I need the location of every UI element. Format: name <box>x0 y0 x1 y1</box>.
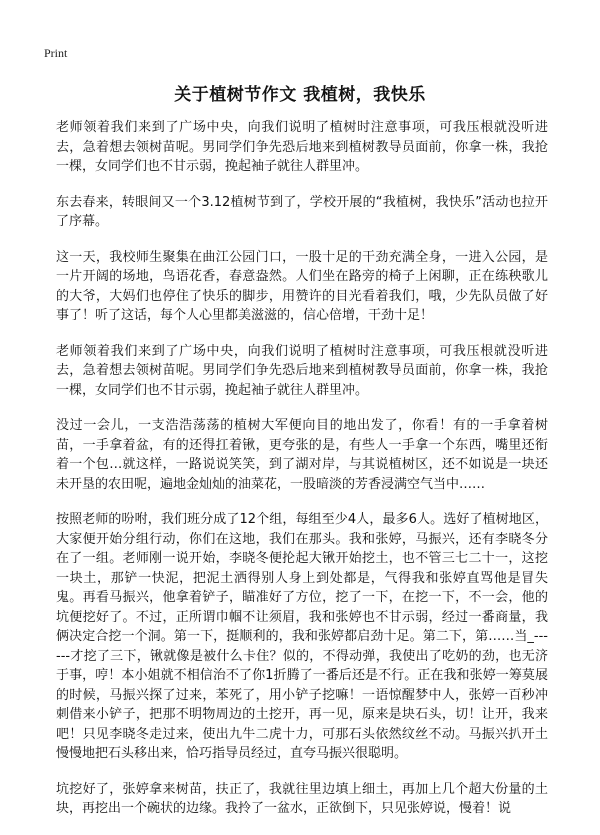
paragraph: 没过一会儿，一支浩浩荡荡的植树大军便向目的地出发了，你看！有的一手拿着树苗，一手拿着盆，有的还得扛着锹，更夸张的是，有些人一手拿一个东西，嘴里还衔着一个包…就这样，一路说说笑笑，到了湖对岸，与其说植树区，还不如说是一块还未开垦的农田呢，遍地金灿灿的油菜花，一股暗淡的芳香浸满空气当中…… <box>56 418 548 492</box>
page-title: 关于植树节作文 我植树，我快乐 <box>174 85 426 105</box>
paragraph: 这一天，我校师生聚集在曲江公园门口，一股十足的干劲充满全身，一进入公园，是一片开阔的场地，鸟语花香，春意盎然。人们坐在路旁的椅子上闲聊，正在练秧歌儿的大爷，大妈们也停住了快乐的脚步，用赞许的目光看着我们，哦，少先队员做了好事了！听了这话，每个人心里都美滋滋的，信心倍增，干劲十足！ <box>56 249 548 323</box>
article-body <box>56 118 548 835</box>
paragraph: 老师领着我们来到了广场中央，向我们说明了植树时注意事项，可我压根就没听进去，急着想去领树苗呢。男同学们争先恐后地来到植树教导员面前，你拿一株，我抢一棵，女同学们也不甘示弱，挽起袖子就往人群里冲。 <box>56 120 548 174</box>
paragraph: 坑挖好了，张婷拿来树苗，扶正了，我就往里边填上细土，再加上几个超大份量的土块，再挖出一个碗状的边缘。我拎了一盆水，正欲倒下，只见张婷说，慢着！说 <box>56 781 548 816</box>
paragraph: 按照老师的吩咐，我们班分成了12个组，每组至少4人，最多6人。选好了植树地区，大家便开始分组行动，你们在这地，我们在那头。我和张婷，马振兴，还有李晓冬分在了一组。老师刚一说开始，李晓冬便抡起大锹开始挖土，也不管三七二十一，这挖一块土，那铲一快泥，把泥土洒得别人身上到处都是，气得我和张婷直骂他是冒失鬼。再看马振兴，他拿着铲子，瞄准好了方位，挖了一下，在挖一下，不一会，他的坑便挖好了。不过，正所谓巾帼不让须眉，我和张婷也不甘示弱，经过一番商量，我俩决定合挖一个洞。第一下，挺顺利的，我和张婷都启劲十足。第二下，第……当_------才挖了三下，锹就像是被什么卡住？似的，不得动弹，我使出了吃奶的劲，也无济于事，哼！本小姐就不相信治不了你1折腾了一番后还是不行。正在我和张婷一筹莫展的时候，马振兴探了过来，苯死了，用小铲子挖嘛！一语惊醒梦中人，张婷一百秒冲刺借来小铲子，把那不明物周边的土挖开，再一见，原来是块石头，切！让开，我来吧！只见李晓冬走过来，使出九牛二虎十力，可那石头依然纹丝不动。马振兴扒开土慢慢地把石头移出来，恰巧指导员经过，直夸马振兴很聪明。 <box>56 512 548 761</box>
paragraph: 东去春来，转眼间又一个3.12植树节到了，学校开展的“我植树，我快乐”活动也拉开了序幕。 <box>56 194 548 229</box>
paragraph: 老师领着我们来到了广场中央，向我们说明了植树时注意事项，可我压根就没听进去，急着想去领树苗呢。男同学们争先恐后地来到植树教导员面前，你拿一株，我抢一棵，女同学们也不甘示弱，挽起袖子就往人群里冲。 <box>56 343 548 398</box>
print-link[interactable]: Print <box>44 46 68 60</box>
